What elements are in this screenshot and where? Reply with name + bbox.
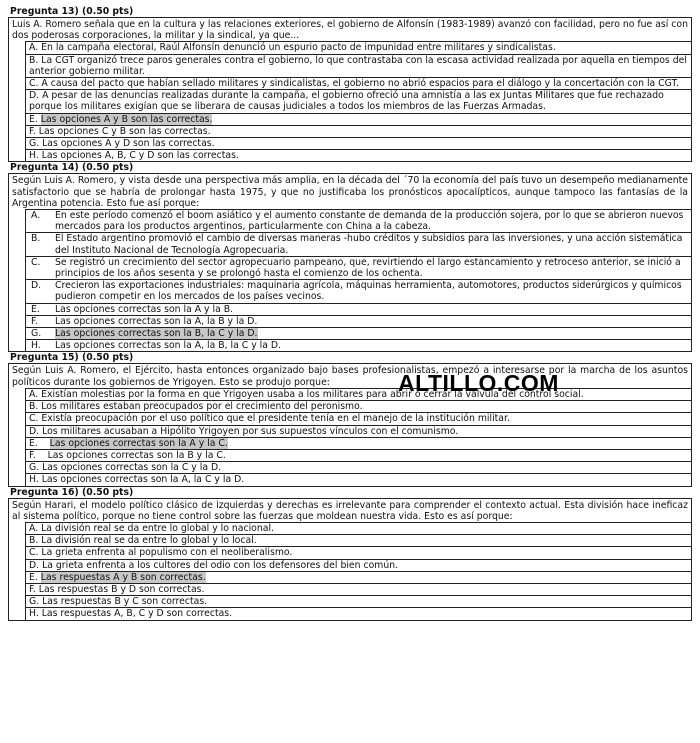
option-text: Las opciones correctas son la A y la B. (55, 303, 234, 315)
option-d: D. A pesar de las denuncias realizadas durante la campaña, el gobierno ofreció una amnistía a las ex Juntas Militares que fue rechazado porque los militares exigían que se liberara de causas judiciales a todos los miembros de las Fuerzas Armadas. (26, 90, 691, 113)
option-f: F. Las opciones C y B son las correctas. (26, 126, 691, 138)
option-g: G. Las respuestas B y C son correctas. (26, 596, 691, 608)
question-13-box (8, 17, 692, 162)
selected-answer-highlight: Las respuestas A y B son correctas. (40, 571, 206, 583)
question-16-options (25, 522, 691, 620)
option-letter: F. (31, 315, 38, 327)
option-f: F. Las opciones correctas son la B y la C. (26, 450, 691, 462)
option-b: B. La división real se da entre lo global y lo local. (26, 535, 691, 547)
option-letter: E. (29, 571, 41, 583)
option-e (26, 438, 691, 450)
option-d (26, 280, 691, 303)
option-f: F. Las respuestas B y D son correctas. (26, 584, 691, 596)
option-g: G. Las opciones correctas son la C y la D. (26, 462, 691, 474)
option-c: C. Existía preocupación por el uso político que el presidente tenía en el manejo de la institución militar. (26, 413, 691, 425)
question-15-options (25, 388, 691, 486)
option-a (26, 210, 691, 233)
option-a: A. Existían molestias por la forma en que Yrigoyen usaba a los militares para abrir o cerrar la válvula del control social. (26, 389, 691, 401)
option-b (26, 233, 691, 256)
option-text: Las opciones correctas son la A, la B y la D. (55, 315, 258, 327)
selected-answer-highlight: Las opciones A y B son las correctas. (40, 113, 213, 125)
question-13-options (25, 41, 691, 161)
option-b: B. Los militares estaban preocupados por el crecimiento del peronismo. (26, 401, 691, 413)
question-16-box (8, 498, 692, 621)
option-h: H. Las opciones A, B, C y D son las correctas. (29, 150, 239, 162)
selected-answer-highlight: Las opciones correctas son la B, la C y la D. (55, 328, 258, 340)
option-c (26, 257, 691, 280)
option-f (26, 316, 691, 328)
question-15-header: Pregunta 15) (0.50 pts) (10, 352, 134, 364)
option-d: D. La grieta enfrenta a los cultores del odio con los defensores del bien común. (26, 560, 691, 572)
option-e (26, 304, 691, 316)
question-14-options (25, 209, 691, 351)
option-text: Se registró un crecimiento del sector agropecuario pampeano, que, revirtiendo el largo estancamiento y retroceso anterior, se inició a principios de los años sesenta y se prolongó hasta el comienzo de los ochenta. (55, 256, 681, 280)
option-letter: C. (31, 256, 41, 268)
option-e (26, 114, 691, 126)
option-letter: G. (31, 328, 42, 340)
option-letter: E. (29, 437, 50, 449)
option-h: H. Las respuestas A, B, C y D son correctas. (29, 608, 233, 620)
option-g (26, 328, 691, 340)
selected-answer-highlight: Las opciones correctas son la A y la C. (49, 437, 228, 449)
question-14-box (8, 173, 692, 352)
option-d: D. Los militares acusaban a Hipólito Yrigoyen por sus supuestos vínculos con el comunismo. (26, 426, 691, 438)
option-letter: D. (31, 280, 42, 292)
option-letter: A. (31, 210, 41, 222)
option-letter: E. (31, 303, 40, 315)
option-a: A. La división real se da entre lo global y lo nacional. (26, 523, 691, 535)
option-letter: H. (31, 340, 41, 352)
option-text: Las opciones correctas son la A, la B, la C y la D. (55, 340, 282, 352)
option-letter: B. (31, 233, 41, 245)
question-15-box (8, 363, 692, 486)
question-15-stem: Según Luis A. Romero, el Ejército, hasta entonces organizado bajo bases profesionalistas, empezó a interesarse por la marcha de los asuntos políticos durante los gobiernos de Yrigoyen. Esto se produjo porque: (12, 365, 688, 388)
option-text: Crecieron las exportaciones industriales: maquinaria agrícola, máquinas herramienta, automotores, productos siderúrgicos y químicos pudieron competir en los mercados de los países vecinos. (55, 280, 682, 303)
option-c: C. A causa del pacto que habían sellado militares y sindicalistas, el gobierno no abrió espacios para el diálogo y la concertación con la CGT. (26, 78, 691, 90)
question-16-stem: Según Harari, el modelo político clásico de izquierdas y derechas es irrelevante para comprender el contexto actual. Esta división hace ineficaz al sistema político, porque no tiene control sobre las fuerzas que moldean nuestra vida. Esto es así porque: (12, 499, 688, 522)
option-text: En este período comenzó el boom asiático y el aumento constante de demanda de la producción sojera, por lo que se abrieron nuevos mercados para los productos argentinos, particularmente con China a la cabeza. (55, 210, 684, 233)
question-14-stem: Según Luis A. Romero, y vista desde una perspectiva más amplia, en la década del ´70 la economía del país tuvo un desempeño medianamente satisfactorio que se habría de prolongar hasta 1975, y que no justificaba los pronósticos apocalípticos, aunque tampoco las fantasías de la Argentina potencia. Esto fue así porque: (12, 175, 688, 209)
option-g: G. Las opciones A y D son las correctas. (26, 138, 691, 150)
exam-page (8, 6, 692, 621)
option-text: El Estado argentino promovió el cambio de diversas maneras -hubo créditos y subsidios para las inversiones, y una acción sistemática del Instituto Nacional de Tecnología Agropecuaria. (55, 233, 683, 256)
option-h (26, 340, 691, 351)
question-13-header: Pregunta 13) (0.50 pts) (10, 6, 134, 17)
option-e (26, 572, 691, 584)
option-letter: E. (29, 113, 41, 125)
question-13-stem: Luis A. Romero señala que en la cultura y las relaciones exteriores, el gobierno de Alfonsín (1983-1989) avanzó con facilidad, pero no fue así con dos poderosas corporaciones, la militar y la sindical, ya que... (12, 19, 688, 42)
question-14-header: Pregunta 14) (0.50 pts) (10, 162, 134, 174)
option-c: C. La grieta enfrenta al populismo con el neoliberalismo. (26, 547, 691, 559)
option-b: B. La CGT organizó trece paros generales contra el gobierno, lo que contrastaba con la escasa actividad realizada por aquella en tiempos del anterior gobierno militar. (26, 55, 691, 78)
option-h: H. Las opciones correctas son la A, la C y la D. (29, 474, 245, 486)
option-a: A. En la campaña electoral, Raúl Alfonsín denunció un espurio pacto de impunidad entre militares y sindicalistas. (26, 42, 691, 54)
question-16-header: Pregunta 16) (0.50 pts) (10, 486, 134, 498)
watermark: ALTILLO.COM (398, 370, 559, 396)
